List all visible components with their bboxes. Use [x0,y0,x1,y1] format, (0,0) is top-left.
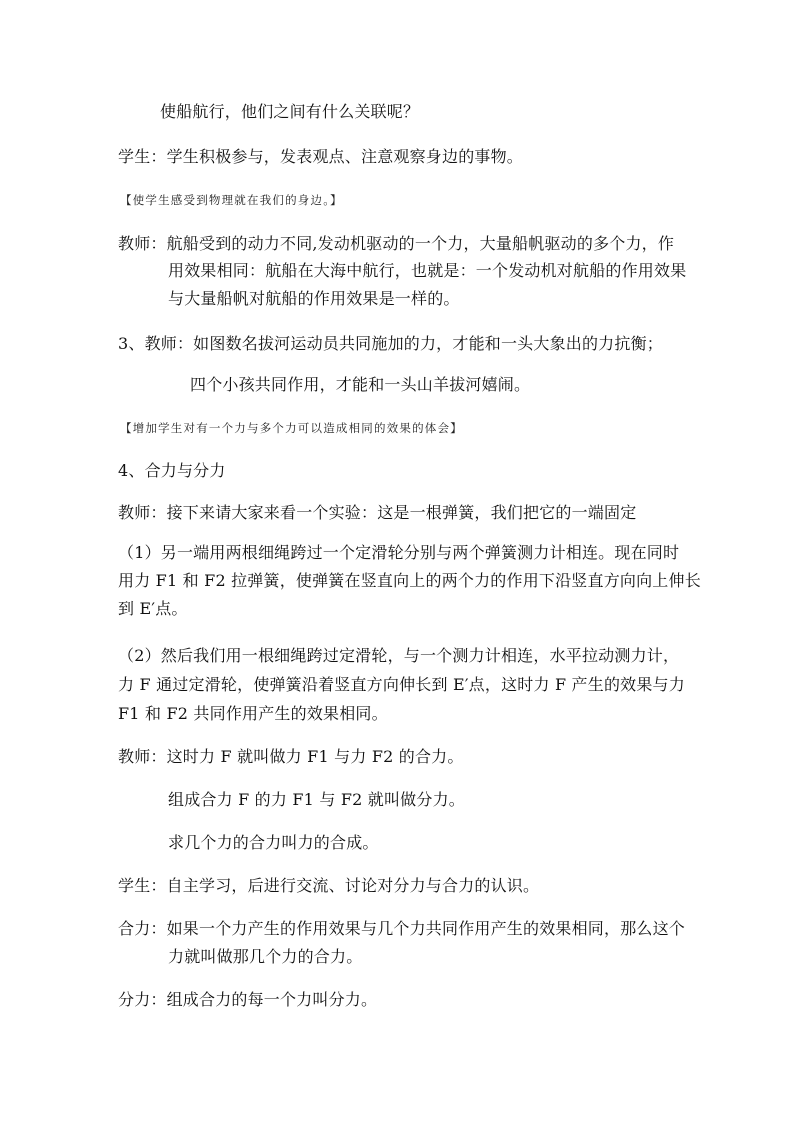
text-line-2: 学生：学生积极参与，发表观点、注意观察身边的事物。 [118,147,524,166]
teaching-note-1: 【使学生感受到物理就在我们的身边。】 [120,193,343,207]
text-line-14: F1 和 F2 共同作用产生的效果相同。 [118,704,388,723]
text-line-5: 与大量船帆对航船的作用效果是一样的。 [168,289,460,308]
section-heading: 4、合力与分力 [118,461,226,480]
text-line-1: 使船航行，他们之间有什么关联呢？ [160,102,420,121]
text-line-18: 学生：自主学习，后进行交流、讨论对分力与合力的认识。 [118,876,540,895]
text-line-15: 教师：这时力 F 就叫做力 F1 与力 F2 的合力。 [118,747,464,766]
text-line-21: 分力：组成合力的每一个力叫分力。 [118,990,378,1009]
text-line-13: 力 F 通过定滑轮，使弹簧沿着竖直方向伸长到 E′点，这时力 F 产生的效果与力 [118,675,685,694]
text-line-4: 用效果相同：航船在大海中航行，也就是：一个发动机对航船的作用效果 [168,261,687,280]
text-line-10: 用力 F1 和 F2 拉弹簧，使弹簧在竖直向上的两个力的作用下沿竖直方向向上伸长 [118,571,701,590]
text-line-16: 组成合力 F 的力 F1 与 F2 就叫做分力。 [168,790,465,809]
text-line-3: 教师：航船受到的动力不同,发动机驱动的一个力，大量船帆驱动的多个力，作 [118,234,675,253]
text-line-17: 求几个力的合力叫力的合成。 [168,833,379,852]
text-line-6: 3、教师：如图数名拔河运动员共同施加的力，才能和一头大象出的力抗衡； [118,334,663,353]
text-line-20: 力就叫做那几个力的合力。 [168,947,363,966]
text-line-9: （1）另一端用两根细绳跨过一个定滑轮分别与两个弹簧测力计相连。现在同时 [118,543,680,562]
text-line-12: （2）然后我们用一根细绳跨过定滑轮，与一个测力计相连，水平拉动测力计， [118,646,680,665]
text-line-19: 合力：如果一个力产生的作用效果与几个力共同作用产生的效果相同，那么这个 [118,919,686,938]
text-line-11: 到 E′点。 [118,599,188,618]
teaching-note-2: 【增加学生对有一个力与多个力可以造成相同的效果的体会】 [120,421,463,435]
text-line-7: 四个小孩共同作用，才能和一头山羊拔河嬉闹。 [190,375,531,394]
text-line-8: 教师：接下来请大家来看一个实验：这是一根弹簧，我们把它的一端固定 [118,503,637,522]
